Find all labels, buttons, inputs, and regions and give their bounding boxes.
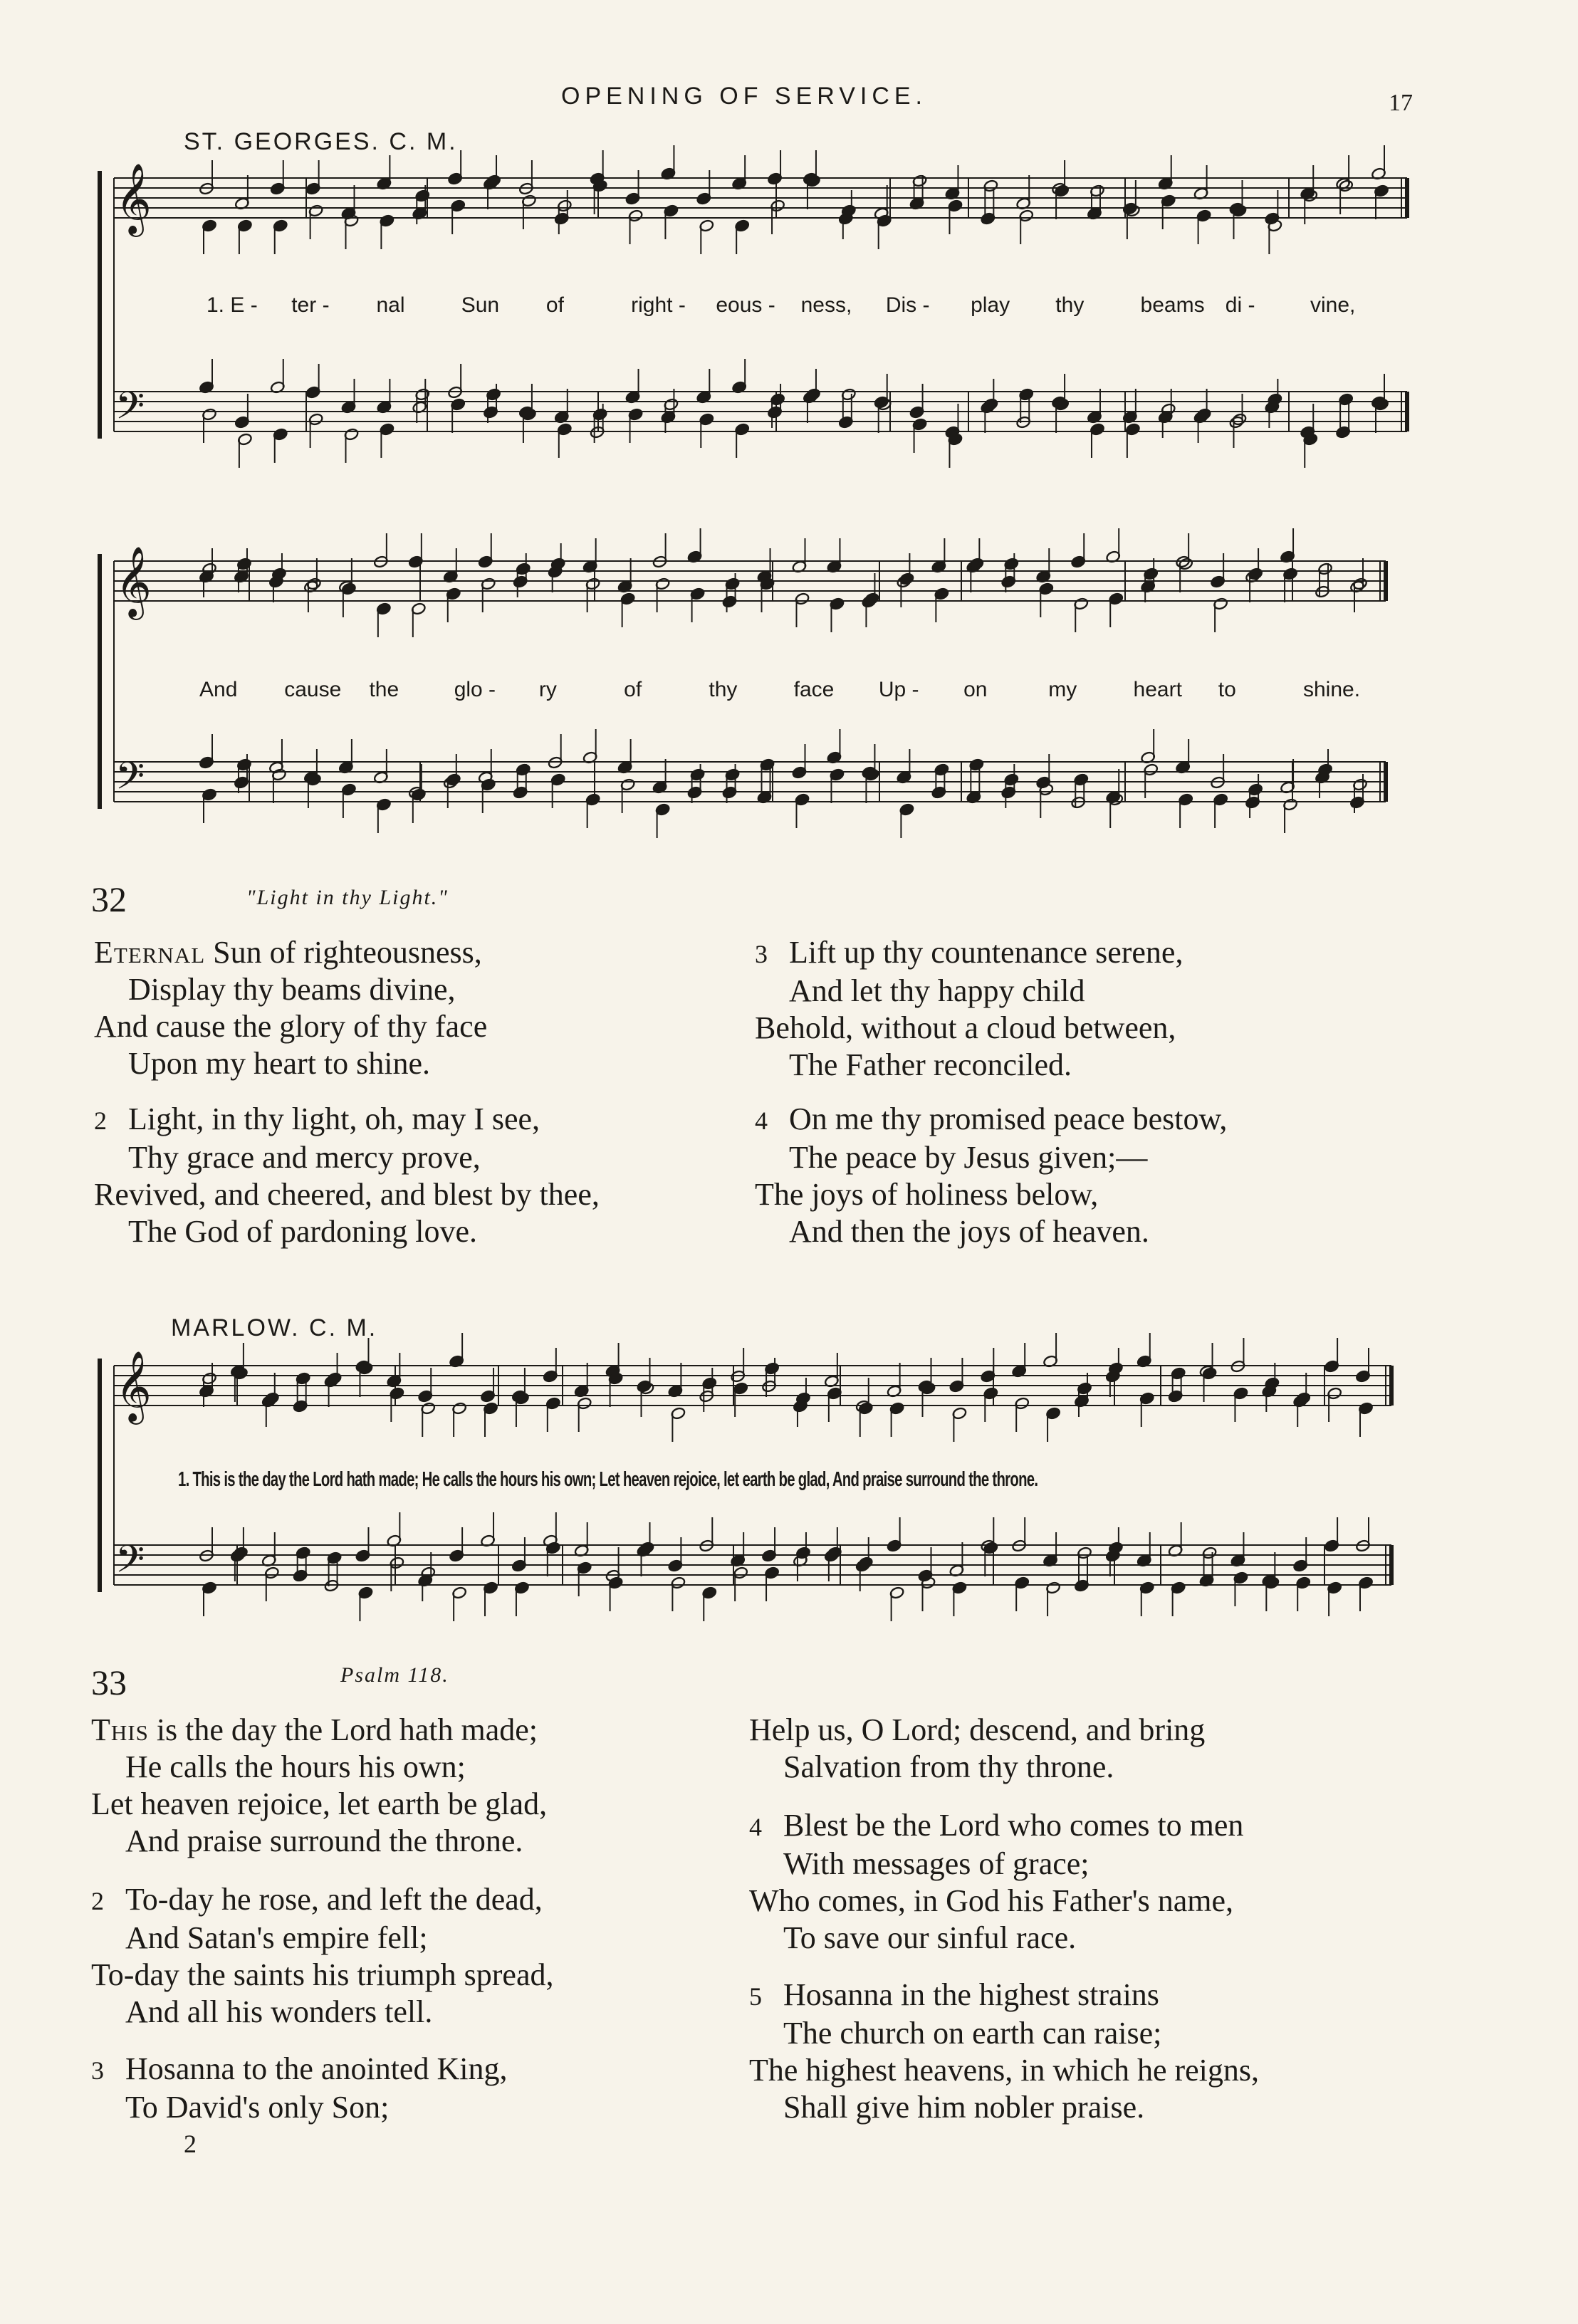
lyric-syllable: Sun xyxy=(461,293,500,317)
verse-line: Shall give him nobler praise. xyxy=(783,2090,1145,2125)
hymn-source-33: Psalm 118. xyxy=(340,1663,449,1687)
verse-line: The God of pardoning love. xyxy=(128,1214,477,1249)
verse-line: And then the joys of heaven. xyxy=(789,1214,1149,1249)
verse-number: 2 xyxy=(91,1887,104,1915)
lyric-syllable: Up - xyxy=(878,678,919,701)
verse-line: Let heaven rejoice, let earth be glad, xyxy=(91,1786,548,1821)
lyric-syllable: di - xyxy=(1225,293,1255,317)
verse-line: On me thy promised peace bestow, xyxy=(789,1101,1228,1136)
lyric-syllable: cause xyxy=(284,678,342,701)
lyric-syllable: eous - xyxy=(716,293,775,317)
lyric-syllable: ter - xyxy=(291,293,330,317)
hymn-32-verse-1 xyxy=(94,934,487,1082)
lyric-syllable: on xyxy=(963,678,988,701)
lyric-syllable: my xyxy=(1048,678,1077,701)
hymn-32-verse-3 xyxy=(755,934,1183,1084)
verse-line: And cause the glory of thy face xyxy=(94,1009,488,1044)
lyric-syllable: beams xyxy=(1140,293,1205,317)
treble-clef-icon: 𝄞 xyxy=(115,546,152,617)
lyric-syllable: the xyxy=(369,678,399,701)
verse-number: 3 xyxy=(755,940,768,968)
treble-clef-icon: 𝄞 xyxy=(115,163,152,234)
page-number: 17 xyxy=(1389,90,1413,116)
lyric-syllable: And xyxy=(199,678,238,701)
verse-first-word: Eternal xyxy=(94,935,206,970)
lyric-syllable: ry xyxy=(538,678,557,701)
verse-line: The Father reconciled. xyxy=(789,1047,1072,1082)
verse-line: The highest heavens, in which he reigns, xyxy=(749,2053,1260,2088)
hymn-number-33: 33 xyxy=(91,1663,127,1702)
verse-line: The joys of holiness below, xyxy=(755,1177,1099,1212)
verse-line: Display thy beams divine, xyxy=(128,972,456,1007)
lyric-syllable: glo - xyxy=(454,678,496,701)
hymn-33-verse-3-cont xyxy=(749,1712,1205,1786)
bass-clef-icon: 𝄢 xyxy=(115,755,145,807)
tune-title-marlow: MARLOW. C. M. xyxy=(171,1314,378,1341)
verse-line: Thy grace and mercy prove, xyxy=(128,1140,481,1175)
hymn-33-verse-5 xyxy=(749,1977,1259,2126)
verse-line: Light, in thy light, oh, may I see, xyxy=(128,1101,540,1136)
verse-line: Sun of righteousness, xyxy=(213,935,482,970)
hymn-32-verse-2 xyxy=(94,1101,600,1250)
verse-line: is the day the Lord hath made; xyxy=(156,1712,538,1747)
hymn-32-verse-4 xyxy=(755,1101,1227,1250)
hymn-33-verse-3 xyxy=(91,2051,507,2126)
lyric-syllable: thy xyxy=(709,678,738,701)
hymn-33-verse-4 xyxy=(749,1807,1243,1957)
verse-number: 3 xyxy=(91,2056,104,2085)
verse-number: 2 xyxy=(94,1106,107,1135)
verse-line: Hosanna to the anointed King, xyxy=(125,2051,508,2086)
verse-line: Hosanna in the highest strains xyxy=(783,1977,1159,2012)
tune-title-st-georges: ST. GEORGES. C. M. xyxy=(184,128,458,155)
verse-line: To save our sinful race. xyxy=(783,1920,1077,1955)
verse-line: To David's only Son; xyxy=(125,2090,390,2125)
lyric-syllable: heart xyxy=(1133,678,1182,701)
verse-line: Blest be the Lord who comes to men xyxy=(783,1808,1244,1843)
verse-line: Behold, without a cloud between, xyxy=(755,1010,1176,1045)
verse-line: Help us, O Lord; descend, and bring xyxy=(749,1712,1206,1747)
bass-clef-icon: 𝄢 xyxy=(115,384,145,437)
verse-line: Lift up thy countenance serene, xyxy=(789,935,1184,970)
lyric-syllable: vine, xyxy=(1310,293,1356,317)
verse-number: 4 xyxy=(755,1106,768,1135)
hymn-33-verse-2 xyxy=(91,1881,553,2031)
verse-line: And let thy happy child xyxy=(789,973,1085,1008)
verse-line: He calls the hours his own; xyxy=(125,1749,466,1784)
hymn-source-32: "Light in thy Light." xyxy=(246,886,449,909)
lyric-syllable: shine. xyxy=(1303,678,1361,701)
verse-line: With messages of grace; xyxy=(783,1846,1090,1881)
lyric-syllable: right - xyxy=(631,293,686,317)
verse-line: And all his wonders tell. xyxy=(125,1994,433,2029)
lyric-syllable: nal xyxy=(376,293,405,317)
hymn-33-verse-1 xyxy=(91,1712,547,1860)
verse-first-word: This xyxy=(91,1712,149,1747)
bass-clef-icon: 𝄢 xyxy=(115,1538,145,1591)
lyric-syllable: ness, xyxy=(800,293,852,317)
verse-line: And Satan's empire fell; xyxy=(125,1920,428,1955)
lyric-syllable: thy xyxy=(1055,293,1085,317)
lyric-syllable: to xyxy=(1218,678,1236,701)
verse-line: Salvation from thy throne. xyxy=(783,1749,1114,1784)
verse-line: The peace by Jesus given;— xyxy=(789,1140,1148,1175)
lyric-syllable: Dis - xyxy=(885,293,930,317)
hymn-number-32: 32 xyxy=(91,879,127,919)
lyric-syllable: play xyxy=(971,293,1010,317)
verse-line: Revived, and cheered, and blest by thee, xyxy=(94,1177,600,1212)
lyric-syllable: of xyxy=(624,678,642,701)
lyric-syllable: of xyxy=(545,293,564,317)
verse-line: And praise surround the throne. xyxy=(125,1823,523,1858)
running-header: OPENING OF SERVICE. xyxy=(561,83,928,110)
lyric-syllable: 1. E - xyxy=(207,293,258,317)
treble-clef-icon: 𝄞 xyxy=(115,1351,152,1422)
verse-line: The church on earth can raise; xyxy=(783,2016,1162,2051)
signature-mark: 2 xyxy=(184,2130,197,2158)
verse-number: 4 xyxy=(749,1813,762,1841)
verse-line: To-day he rose, and left the dead, xyxy=(125,1882,543,1917)
lyric-line-marlow: 1. This is the day the Lord hath made; He calls the hours his own; Let heaven rejoice, let earth be glad, And praise surround the throne. xyxy=(178,1468,1038,1491)
verse-line: To-day the saints his triumph spread, xyxy=(91,1957,554,1992)
verse-line: Upon my heart to shine. xyxy=(128,1046,431,1081)
verse-number: 5 xyxy=(749,1982,762,2011)
lyric-syllable: face xyxy=(793,678,835,701)
verse-line: Who comes, in God his Father's name, xyxy=(749,1883,1234,1918)
